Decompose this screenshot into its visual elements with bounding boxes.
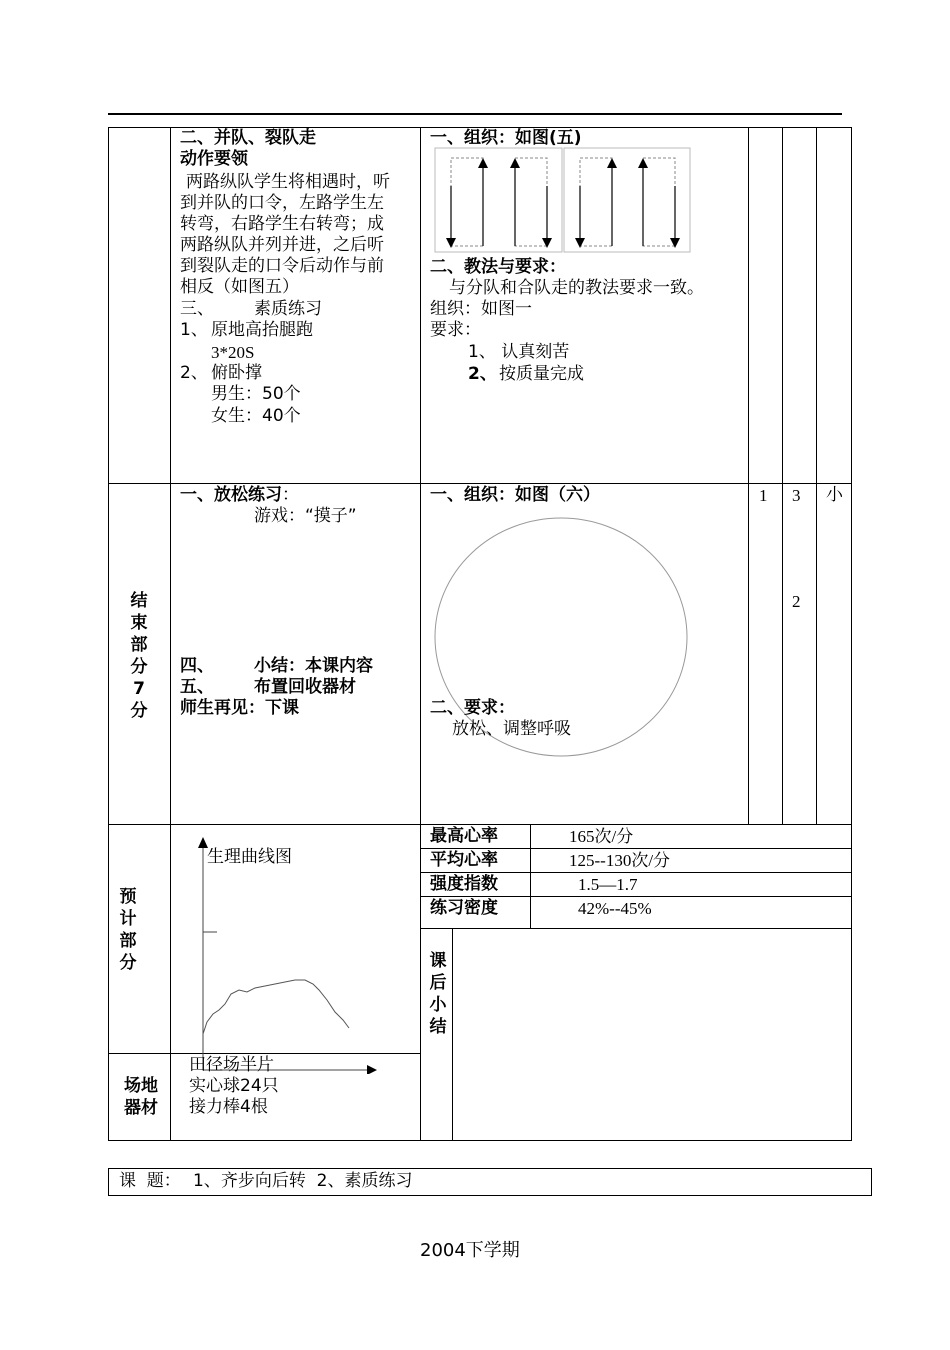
stat-value-intensity: 1.5—1.7	[578, 875, 638, 894]
para-line-2: 到并队的口令，左路学生左	[180, 193, 384, 213]
teach-line: 与分队和合队走的教法要求一致。	[449, 278, 704, 298]
item2-female: 女生：40个	[211, 406, 301, 426]
topic-box	[108, 1168, 872, 1196]
count-col-a: 1	[759, 486, 768, 505]
formation-diagram-5	[434, 146, 694, 256]
para-line-1: 两路纵队学生将相遇时，听	[186, 172, 390, 192]
count-col-b-top: 3	[792, 486, 801, 505]
teach-label: 二、教法与要求：	[430, 257, 566, 277]
item2-label: 俯卧撑	[211, 363, 262, 383]
para-line-4: 两路纵队并列并进，之后听	[180, 235, 384, 255]
para-line-3: 转弯，右路学生右转弯；成	[180, 214, 384, 234]
item1-label: 原地高抬腿跑	[211, 320, 313, 340]
section-label-venue: 场地器材	[124, 1076, 158, 1118]
curve-label: 生理曲线图	[207, 847, 292, 867]
top-rule	[108, 113, 842, 115]
req-text-2: 放松、调整呼吸	[452, 719, 571, 739]
equip-num: 五、	[180, 677, 214, 697]
item2-male: 男生：50个	[211, 384, 301, 404]
stat-value-avg-hr: 125--130次/分	[569, 851, 671, 870]
relax-colon: ：	[282, 485, 299, 505]
game-line: 游戏：“摸子”	[254, 506, 357, 526]
footer-term: 2004下学期	[420, 1240, 520, 1261]
req1-line: 1、 认真刻苦	[468, 342, 570, 362]
section-label-estimate: 预计部分	[119, 887, 137, 973]
equip-line: 布置回收器材	[254, 677, 356, 697]
section3-label: 素质练习	[254, 299, 322, 319]
org-label-5: 一、组织：如图(五)	[430, 128, 582, 148]
relax-label	[180, 485, 299, 506]
topic-text: 1、齐步向后转 2、素质练习	[193, 1171, 413, 1191]
venue-item-1: 田径场半片	[189, 1055, 274, 1075]
relax-text: 一、放松练习	[180, 485, 282, 505]
para-line-6: 相反（如图五）	[180, 277, 299, 297]
para-line-5: 到裂队走的口令后动作与前	[180, 256, 384, 276]
section3-num: 三、	[180, 299, 214, 319]
stat-value-density: 42%--45%	[578, 899, 652, 918]
item1-detail: 3*20S	[211, 343, 255, 362]
summary-num: 四、	[180, 656, 214, 676]
stat-label-density: 练习密度	[430, 898, 498, 918]
req-line: 要求：	[430, 320, 481, 340]
item2-num: 2、	[180, 363, 208, 383]
item1-num: 1、	[180, 320, 208, 340]
physiological-curve-chart	[195, 834, 385, 1074]
bye-line: 师生再见：下课	[180, 698, 299, 718]
topic-label: 课 题：	[119, 1171, 181, 1191]
req-label-2: 二、要求：	[430, 698, 515, 718]
stat-label-avg-hr: 平均心率	[430, 850, 498, 870]
org2-line: 组织：如图一	[430, 299, 532, 319]
count-col-b-bottom: 2	[792, 592, 801, 611]
venue-item-3: 接力棒4根	[189, 1097, 268, 1117]
org-label-6: 一、组织：如图（六）	[430, 485, 600, 505]
stat-label-intensity: 强度指数	[430, 874, 498, 894]
section-heading-merge: 二、并队、裂队走	[180, 128, 316, 148]
count-col-c: 小	[826, 485, 843, 505]
stat-label-max-hr: 最高心率	[430, 826, 498, 846]
subheading-key-points: 动作要领	[180, 149, 248, 169]
venue-item-2: 实心球24只	[189, 1076, 279, 1096]
req2-num: 2、	[468, 364, 497, 384]
summary-line: 小结：本课内容	[254, 656, 373, 676]
stat-value-max-hr: 165次/分	[569, 827, 634, 846]
section-label-ending: 结束部分7分	[130, 591, 148, 721]
req2-text: 按质量完成	[499, 364, 584, 384]
after-class-label: 课后小结	[429, 951, 447, 1037]
